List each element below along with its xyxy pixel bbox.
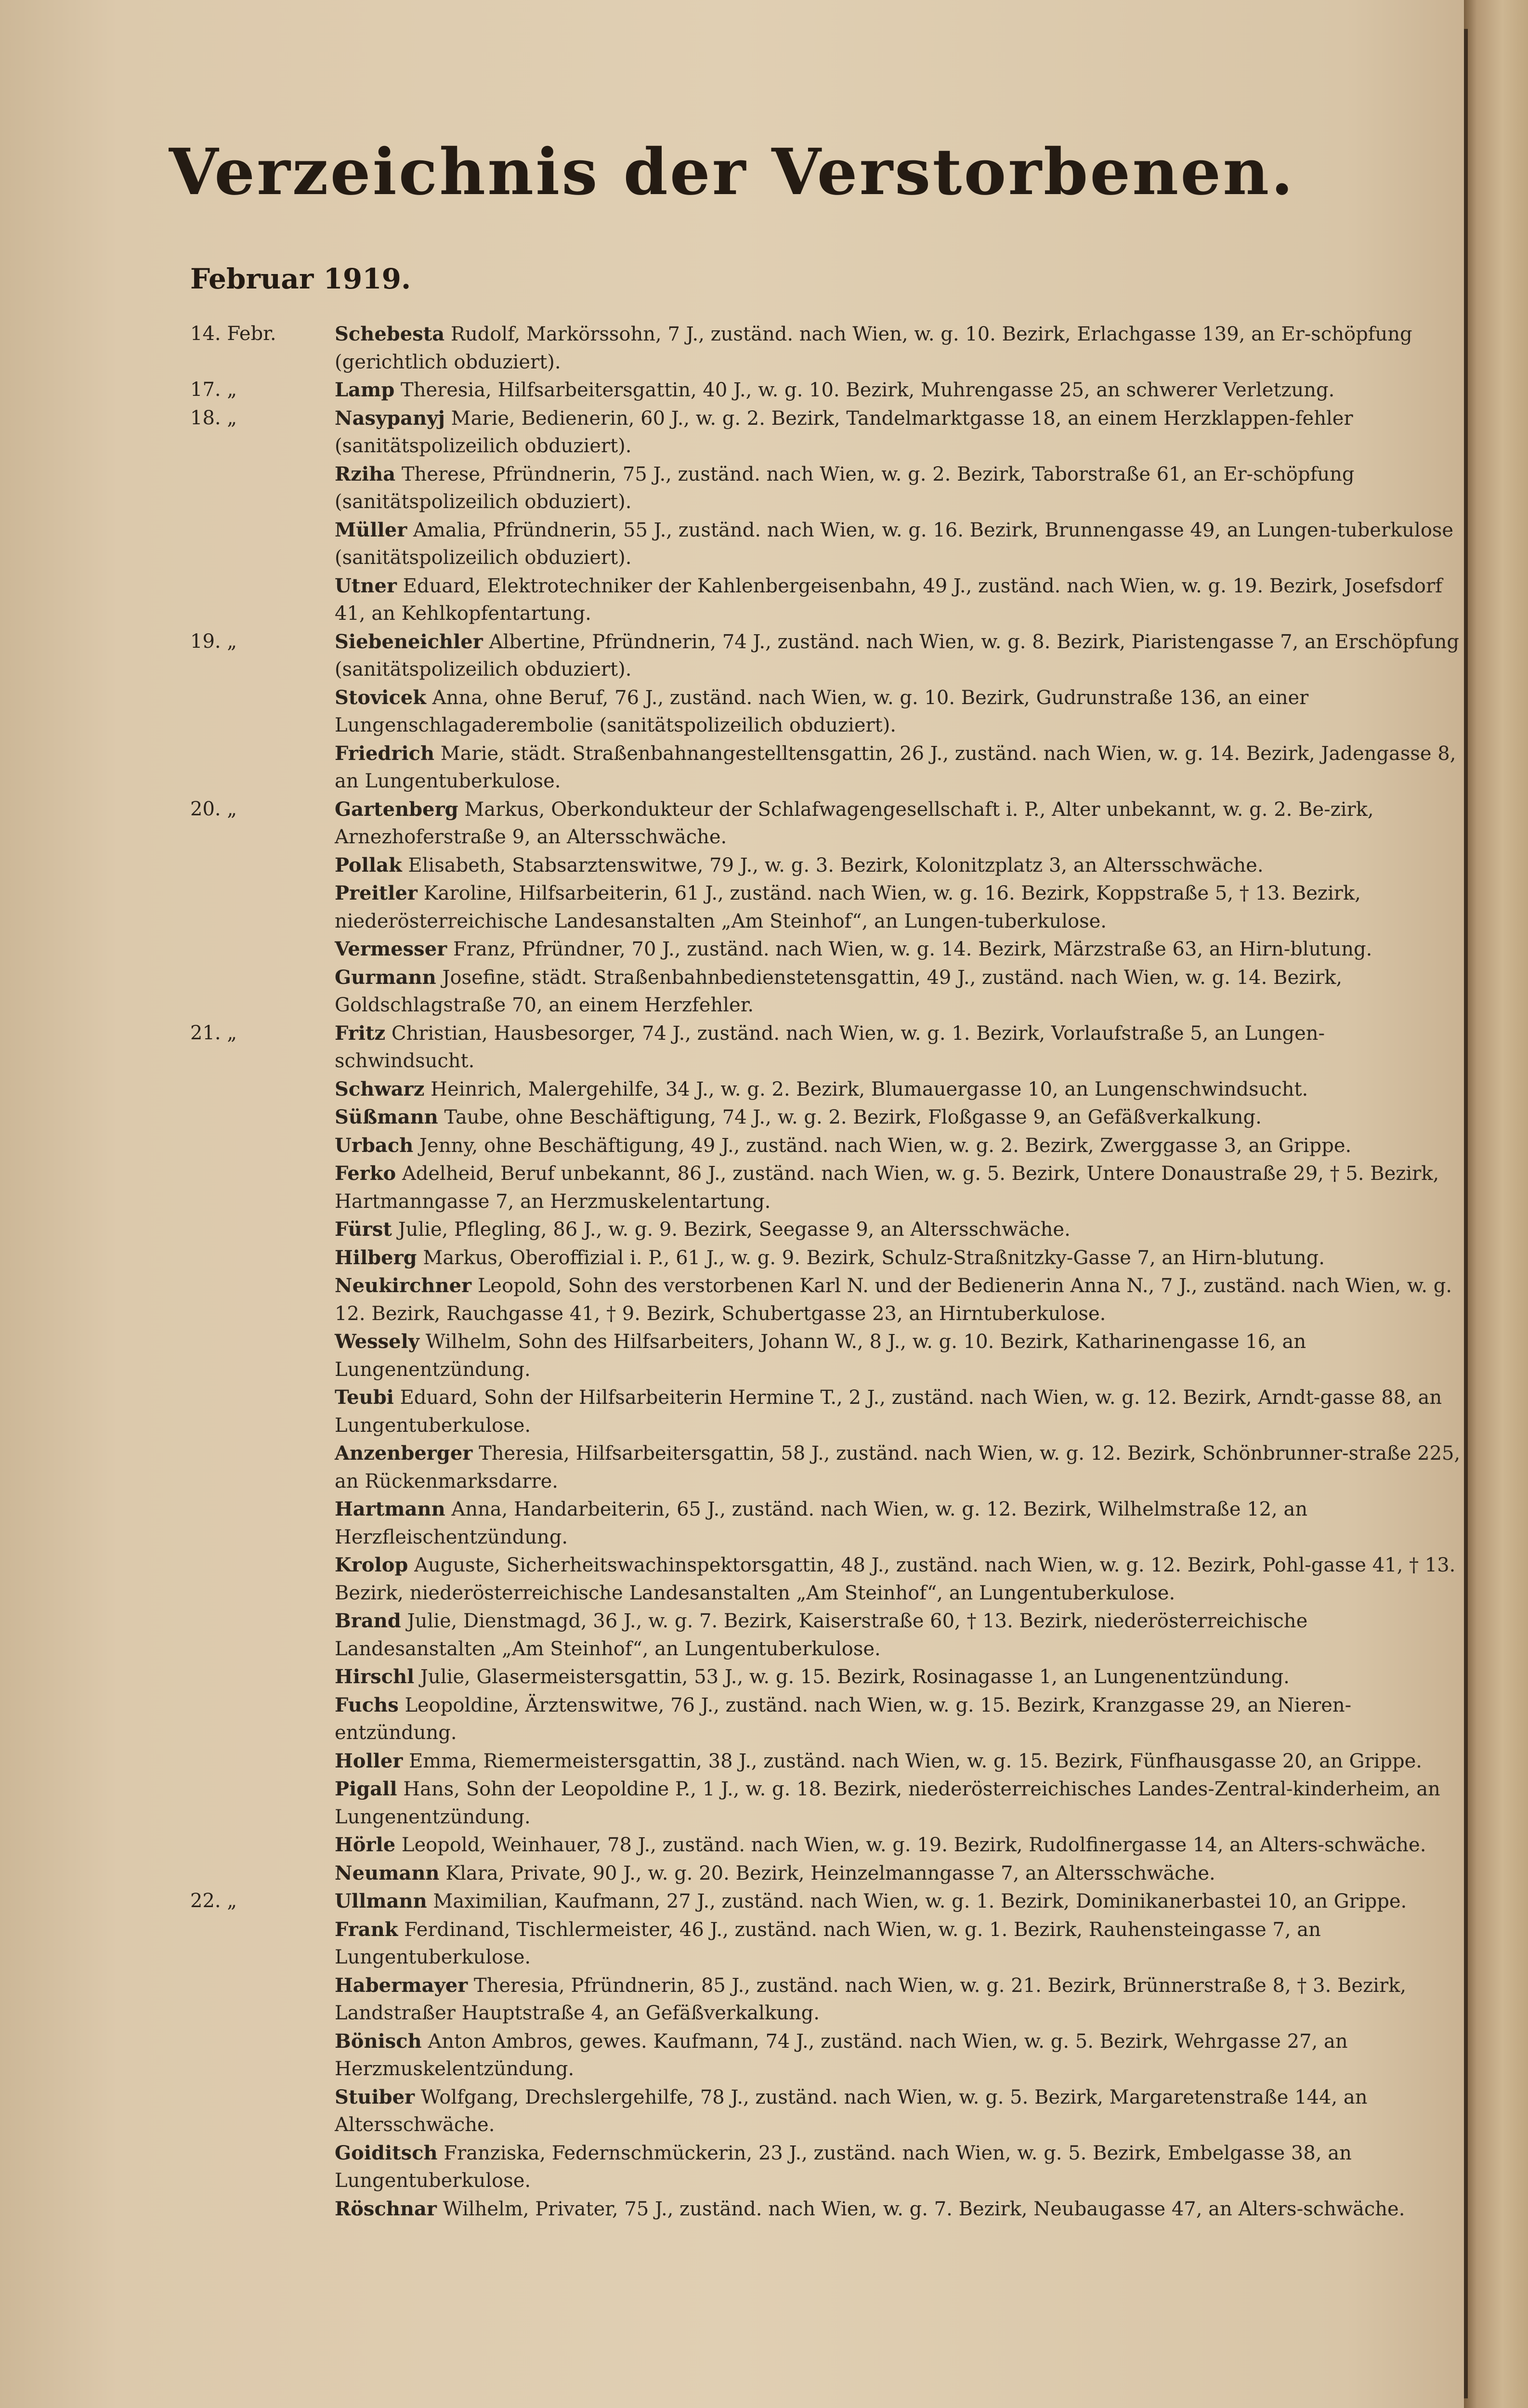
register-entry [190, 740, 1462, 796]
entry-date: 18. „ [190, 406, 237, 429]
entry-surname: Nasypanyj [335, 406, 445, 430]
entry-details: Julie, Pflegling, 86 J., w. g. 9. Bezirk, Seegasse 9, an Altersschwäche. [392, 1218, 1071, 1241]
register-entry [190, 1132, 1462, 1160]
death-register-list [190, 320, 1462, 2223]
register-entry [190, 851, 1462, 880]
entry-details: Anna, ohne Beruf, 76 J., zuständ. nach Wien, w. g. 10. Bezirk, Gudrunstraße 136, an einer Lungenschlagaderembolie (sanitätspolizeilich obduziert). [335, 686, 1309, 736]
entry-surname: Stovicek [335, 686, 426, 709]
entry-details: Therese, Pfründnerin, 75 J., zuständ. nach Wien, w. g. 2. Bezirk, Taborstraße 61, an Er-schöpfung (sanitätspolizeilich obduziert). [335, 463, 1355, 513]
entry-surname: Krolop [335, 1554, 408, 1576]
register-entry [190, 1607, 1462, 1663]
entry-surname: Gartenberg [335, 798, 458, 821]
entry-surname: Teubi [335, 1386, 394, 1409]
entry-surname: Lamp [335, 379, 395, 401]
entry-details: Hans, Sohn der Leopoldine P., 1 J., w. g. 18. Bezirk, niederösterreichisches Landes-Zentral-kinderheim, an Lungenentzündung. [335, 1778, 1440, 1828]
entry-details: Theresia, Pfründnerin, 85 J., zuständ. nach Wien, w. g. 21. Bezirk, Brünnerstraße 8, † 3. Bezirk, Landstraßer Hauptstraße 4, an Gefäßverkalkung. [335, 1974, 1407, 2024]
entry-surname: Hilberg [335, 1246, 417, 1269]
register-entry [190, 628, 1462, 684]
entry-surname: Frank [335, 1918, 398, 1941]
register-entry [190, 1775, 1462, 1831]
entry-surname: Hartmann [335, 1498, 445, 1520]
register-entry [190, 1831, 1462, 1859]
register-entry [190, 1887, 1462, 1916]
entry-details: Markus, Oberkondukteur der Schlafwagengesellschaft i. P., Alter unbekannt, w. g. 2. Be-zirk, Arnezhoferstraße 9, an Altersschwäche. [335, 798, 1374, 848]
register-entry [190, 1328, 1462, 1384]
entry-surname: Neukirchner [335, 1274, 472, 1297]
entry-details: Klara, Private, 90 J., w. g. 20. Bezirk, Heinzelmanngasse 7, an Altersschwäche. [439, 1862, 1215, 1885]
entry-details: Eduard, Sohn der Hilfsarbeiterin Hermine T., 2 J., zuständ. nach Wien, w. g. 12. Bezirk, Arndt-gasse 88, an Lungentuberkulose. [335, 1387, 1442, 1437]
entry-details: Franziska, Federnschmückerin, 23 J., zuständ. nach Wien, w. g. 5. Bezirk, Embelgasse 38, an Lungentuberkulose. [335, 2142, 1352, 2192]
register-entry [190, 1160, 1462, 1216]
entry-surname: Röschnar [335, 2197, 437, 2220]
register-entry [190, 572, 1462, 628]
entry-details: Anna, Handarbeiterin, 65 J., zuständ. nach Wien, w. g. 12. Bezirk, Wilhelmstraße 12, an Herzfleischentzündung. [335, 1498, 1308, 1548]
entry-details: Theresia, Hilfsarbeitersgattin, 40 J., w. g. 10. Bezirk, Muhrengasse 25, an schwerer Verletzung. [394, 379, 1335, 401]
entry-surname: Bönisch [335, 2029, 422, 2053]
register-entry [190, 1216, 1462, 1244]
entry-surname: Schwarz [335, 1077, 425, 1100]
entry-details: Theresia, Hilfsarbeitersgattin, 58 J., zuständ. nach Wien, w. g. 12. Bezirk, Schönbrunner-straße 225, an Rückenmarksdarre. [335, 1442, 1461, 1492]
entry-surname: Preitler [335, 882, 418, 904]
register-entry [190, 2139, 1462, 2195]
entry-surname: Habermayer [335, 1974, 468, 1997]
entry-details: Ferdinand, Tischlermeister, 46 J., zuständ. nach Wien, w. g. 1. Bezirk, Rauhensteingasse 7, an Lungentuberkulose. [335, 1918, 1321, 1968]
entry-details: Leopoldine, Ärztenswitwe, 76 J., zuständ. nach Wien, w. g. 15. Bezirk, Kranzgasse 29, an Nieren-entzündung. [335, 1694, 1352, 1744]
entry-surname: Utner [335, 574, 397, 597]
register-entry [190, 1103, 1462, 1132]
entry-surname: Vermesser [335, 938, 447, 960]
entry-details: Emma, Riemermeistersgattin, 38 J., zuständ. nach Wien, w. g. 15. Bezirk, Fünfhausgasse 20, an Grippe. [403, 1750, 1422, 1772]
register-entry [190, 2195, 1462, 2224]
entry-date: 19. „ [190, 630, 237, 653]
entry-details: Jenny, ohne Beschäftigung, 49 J., zuständ. nach Wien, w. g. 2. Bezirk, Zwerggasse 3, an Grippe. [413, 1134, 1352, 1157]
entry-details: Leopold, Sohn des verstorbenen Karl N. und der Bedienerin Anna N., 7 J., zuständ. nach Wien, w. g. 12. Bezirk, Rauchgasse 41, † 9. Bezirk, Schubertgasse 23, an Hirntuberkulose. [335, 1275, 1452, 1325]
entry-surname: Pollak [335, 853, 402, 877]
entry-surname: Müller [335, 518, 407, 541]
entry-details: Marie, Bedienerin, 60 J., w. g. 2. Bezirk, Tandelmarktgasse 18, an einem Herzklappen-fehler (sanitätspolizeilich obduziert). [335, 407, 1353, 457]
entry-date: 17. „ [190, 379, 237, 401]
entry-surname: Goiditsch [335, 2141, 438, 2164]
entry-surname: Holler [335, 1749, 403, 1772]
entry-details: Taube, ohne Beschäftigung, 74 J., w. g. 2. Bezirk, Floßgasse 9, an Gefäßverkalkung. [438, 1106, 1262, 1128]
entry-surname: Siebeneichler [335, 630, 483, 653]
entry-surname: Ullmann [335, 1890, 427, 1912]
entry-details: Adelheid, Beruf unbekannt, 86 J., zuständ. nach Wien, w. g. 5. Bezirk, Untere Donaustraße 29, † 5. Bezirk, Hartmanngasse 7, an Herzmuskelentartung. [335, 1163, 1439, 1213]
page-edge-shadow [1464, 29, 1468, 2398]
entry-details: Auguste, Sicherheitswachinspektorsgattin, 48 J., zuständ. nach Wien, w. g. 12. Bezirk, Pohl-gasse 41, † 13. Bezirk, niederösterreichische Landesanstalten „Am Steinhof“, an Lungentuberkulose. [335, 1554, 1456, 1604]
entry-details: Christian, Hausbesorger, 74 J., zuständ. nach Wien, w. g. 1. Bezirk, Vorlaufstraße 5, an Lungen-schwindsucht. [335, 1022, 1325, 1072]
entry-details: Franz, Pfründner, 70 J., zuständ. nach Wien, w. g. 14. Bezirk, Märzstraße 63, an Hirn-blutung. [447, 938, 1372, 960]
entry-details: Amalia, Pfründnerin, 55 J., zuständ. nach Wien, w. g. 16. Bezirk, Brunnengasse 49, an Lungen-tuberkulose (sanitätspolizeilich obduziert). [335, 519, 1454, 569]
entry-details: Markus, Oberoffizial i. P., 61 J., w. g. 9. Bezirk, Schulz-Straßnitzky-Gasse 7, an Hirn-blutung. [417, 1246, 1325, 1269]
entry-surname: Fürst [335, 1218, 392, 1241]
entry-details: Albertine, Pfründnerin, 74 J., zuständ. nach Wien, w. g. 8. Bezirk, Piaristengasse 7, an Erschöpfung (sanitätspolizeilich obduziert). [335, 630, 1459, 681]
entry-surname: Anzenberger [335, 1442, 473, 1465]
entry-details: Elisabeth, Stabsarztenswitwe, 79 J., w. g. 3. Bezirk, Kolonitzplatz 3, an Altersschwäche. [402, 854, 1264, 877]
page-edge [1464, 0, 1528, 2408]
register-entry [190, 1384, 1462, 1440]
entry-surname: Friedrich [335, 742, 435, 765]
register-entry [190, 684, 1462, 740]
entry-details: Karoline, Hilfsarbeiterin, 61 J., zuständ. nach Wien, w. g. 16. Bezirk, Koppstraße 5, † 13. Bezirk, niederösterreichische Landesanstalten „Am Steinhof“, an Lungen-tuberkulose. [335, 882, 1361, 932]
entry-details: Julie, Dienstmagd, 36 J., w. g. 7. Bezirk, Kaiserstraße 60, † 13. Bezirk, niederösterreichische Landesanstalten „Am Steinhof“, an Lungentuberkulose. [335, 1610, 1308, 1660]
register-entry [190, 1859, 1462, 1888]
entry-surname: Fritz [335, 1021, 386, 1045]
entry-surname: Hörle [335, 1833, 396, 1856]
entry-details: Josefine, städt. Straßenbahnbedienstetensgattin, 49 J., zuständ. nach Wien, w. g. 14. Bezirk, Goldschlagstraße 70, an einem Herzfehler. [335, 966, 1343, 1016]
entry-surname: Brand [335, 1610, 401, 1632]
register-entry [190, 320, 1462, 376]
entry-surname: Pigall [335, 1778, 397, 1800]
entry-surname: Neumann [335, 1861, 440, 1885]
entry-details: Wolfgang, Drechslergehilfe, 78 J., zuständ. nach Wien, w. g. 5. Bezirk, Margaretenstraße 144, an Altersschwäche. [335, 2086, 1368, 2136]
entry-surname: Fuchs [335, 1693, 399, 1716]
entry-details: Leopold, Weinhauer, 78 J., zuständ. nach Wien, w. g. 19. Bezirk, Rudolfinergasse 14, an Alters-schwäche. [395, 1834, 1426, 1856]
register-entry [190, 1272, 1462, 1328]
entry-surname: Süßmann [335, 1106, 438, 1128]
entry-details: Rudolf, Markörssohn, 7 J., zuständ. nach Wien, w. g. 10. Bezirk, Erlachgasse 139, an Er-schöpfung (gerichtlich obduziert). [335, 323, 1412, 373]
month-heading: Februar 1919. [190, 262, 411, 295]
entry-surname: Gurmann [335, 966, 436, 989]
register-entry [190, 796, 1462, 851]
register-entry [190, 405, 1462, 460]
entry-surname: Ferko [335, 1162, 396, 1185]
register-entry [190, 1551, 1462, 1607]
entry-surname: Stuiber [335, 2085, 415, 2108]
entry-details: Eduard, Elektrotechniker der Kahlenbergeisenbahn, 49 J., zuständ. nach Wien, w. g. 19. Bezirk, Josefsdorf 41, an Kehlkopfentartung. [335, 575, 1442, 625]
register-entry [190, 1747, 1462, 1776]
entry-date: 14. Febr. [190, 323, 276, 345]
entry-details: Wilhelm, Sohn des Hilfsarbeiters, Johann W., 8 J., w. g. 10. Bezirk, Katharinengasse 16, an Lungenentzündung. [335, 1331, 1306, 1381]
entry-details: Maximilian, Kaufmann, 27 J., zuständ. nach Wien, w. g. 1. Bezirk, Dominikanerbastei 10, an Grippe. [427, 1890, 1407, 1912]
entry-surname: Wessely [335, 1330, 420, 1353]
entry-details: Julie, Glasermeistersgattin, 53 J., w. g. 15. Bezirk, Rosinagasse 1, an Lungenentzündung. [414, 1666, 1290, 1688]
register-entry [190, 1020, 1462, 1075]
entry-details: Heinrich, Malergehilfe, 34 J., w. g. 2. Bezirk, Blumauergasse 10, an Lungenschwindsucht. [424, 1078, 1308, 1100]
entry-surname: Hirschl [335, 1665, 415, 1688]
register-entry [190, 1691, 1462, 1747]
register-entry [190, 1495, 1462, 1551]
register-entry [190, 1916, 1462, 1972]
entry-date: 21. „ [190, 1021, 237, 1044]
register-entry [190, 1244, 1462, 1272]
entry-surname: Urbach [335, 1134, 414, 1157]
register-entry [190, 935, 1462, 964]
entry-surname: Schebesta [335, 323, 445, 345]
register-entry [190, 1663, 1462, 1691]
page-title: Verzeichnis der Verstorbenen. [169, 135, 1295, 209]
register-entry [190, 964, 1462, 1020]
entry-details: Anton Ambros, gewes. Kaufmann, 74 J., zuständ. nach Wien, w. g. 5. Bezirk, Wehrgasse 27, an Herzmuskelentzündung. [335, 2030, 1348, 2080]
register-entry [190, 1075, 1462, 1104]
register-entry [190, 1972, 1462, 2028]
register-entry [190, 2028, 1462, 2083]
register-entry [190, 879, 1462, 935]
entry-details: Marie, städt. Straßenbahnangestelltensgattin, 26 J., zuständ. nach Wien, w. g. 14. Bezirk, Jadengasse 8, an Lungentuberkulose. [335, 742, 1456, 792]
register-entry [190, 460, 1462, 516]
register-entry [190, 2083, 1462, 2139]
entry-details: Wilhelm, Privater, 75 J., zuständ. nach Wien, w. g. 7. Bezirk, Neubaugasse 47, an Alters-schwäche. [436, 2198, 1405, 2220]
register-entry [190, 376, 1462, 405]
register-entry [190, 1440, 1462, 1495]
entry-surname: Rziha [335, 462, 396, 485]
entry-date: 20. „ [190, 798, 237, 820]
entry-date: 22. „ [190, 1890, 237, 1912]
register-entry [190, 516, 1462, 572]
